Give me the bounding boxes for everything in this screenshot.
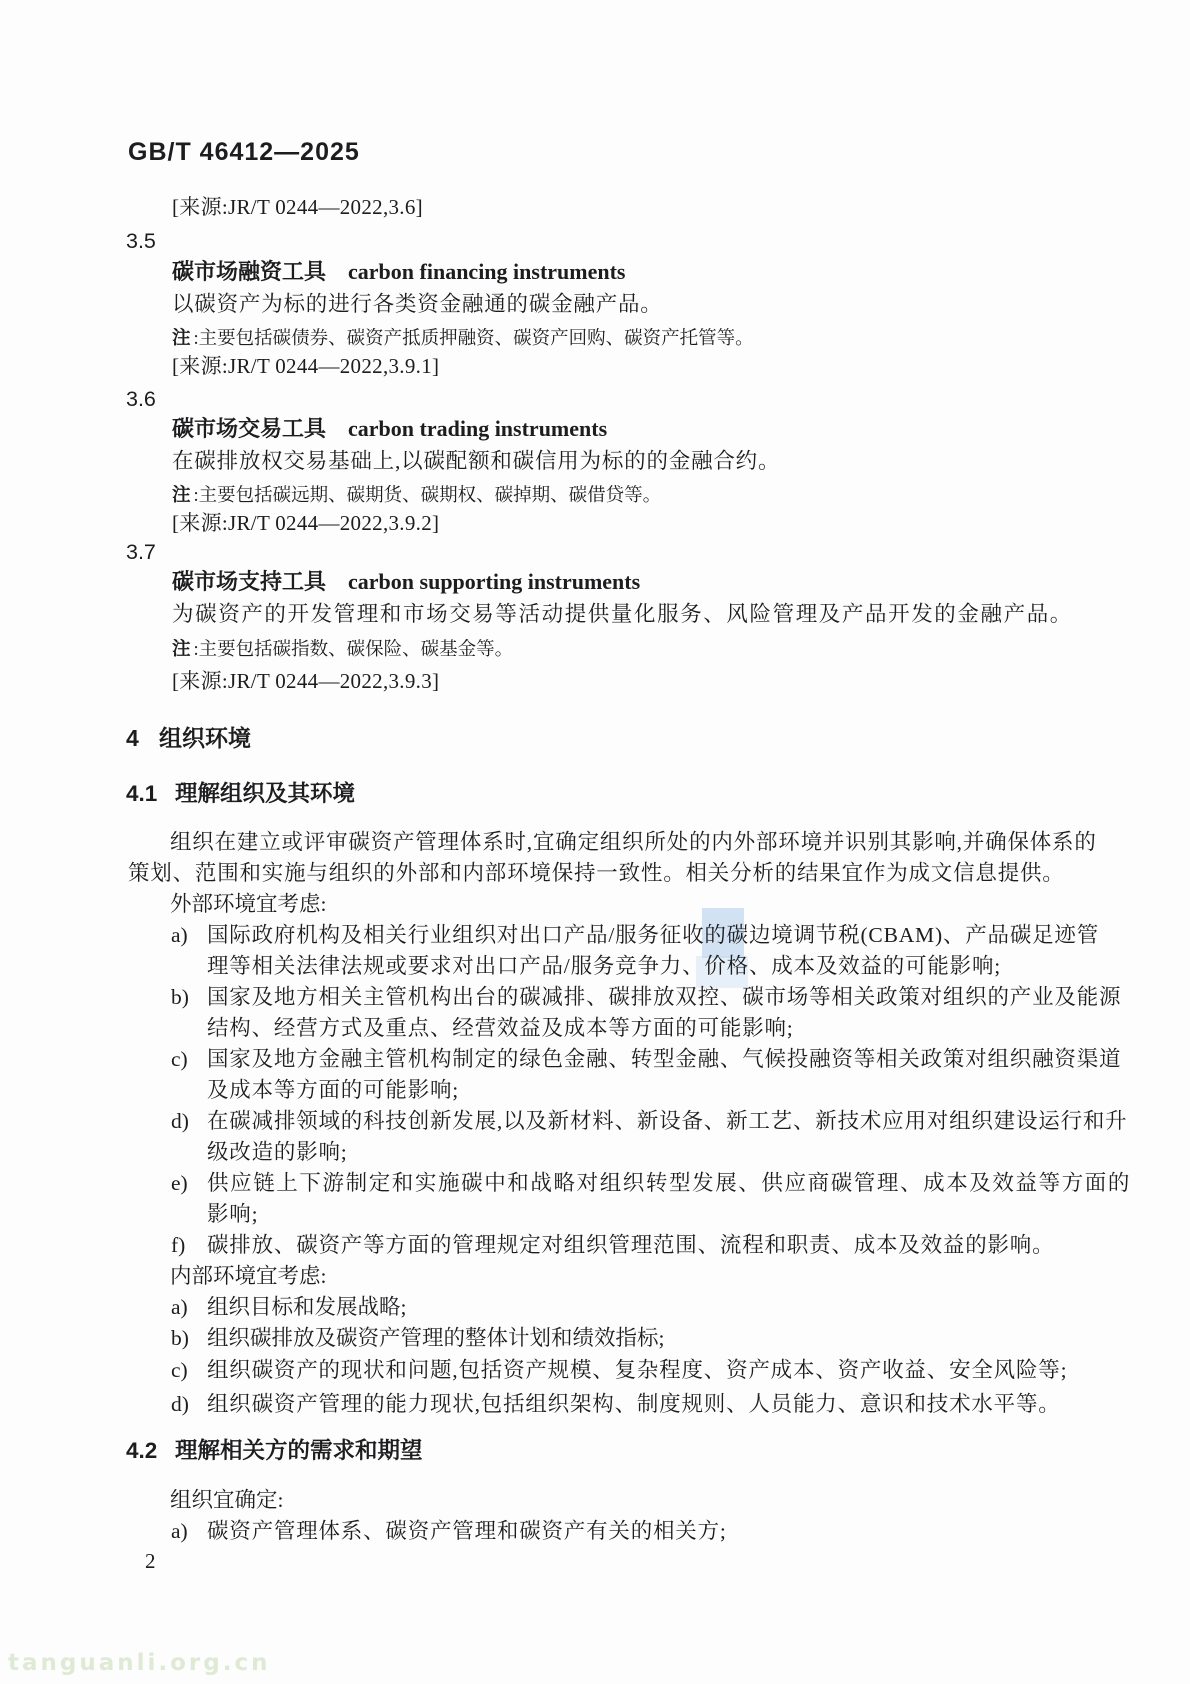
list-item [171,1168,1131,1198]
clause-number: 4.2 [126,1438,158,1463]
note-label: 注 [172,327,191,348]
clause-title: 组织环境 [159,725,251,751]
term-note [172,634,513,664]
term-heading [172,257,626,287]
list-item-label: b) [171,985,189,1009]
term-title-en: carbon supporting instruments [348,569,641,594]
term-note [172,323,754,353]
term-heading [172,414,607,444]
clause-4-heading [126,723,251,753]
clause-41-heading [126,779,355,809]
list-item-text: 国际政府机构及相关行业组织对出口产品/服务征收的碳边境调节税(CBAM)、产品碳足迹管 [207,923,1100,947]
standard-number-header: GB/T 46412—2025 [128,138,360,166]
list-item-continuation: 影响; [207,1202,259,1226]
list-item-text: 组织碳资产的现状和问题,包括资产规模、复杂程度、资产成本、资产收益、安全风险等; [207,1358,1068,1382]
clause-title: 理解相关方的需求和期望 [175,1438,423,1463]
list-item [171,982,1121,1012]
list-item-text: 组织目标和发展战略; [207,1295,407,1319]
term-title-zh: 碳市场交易工具 [172,416,327,441]
source-line: [来源:JR/T 0244—2022,3.6] [172,195,423,219]
list-item-text: 在碳减排领域的科技创新发展,以及新材料、新设备、新工艺、新技术应用对组织建设运行和升 [207,1109,1128,1133]
list-intro: 组织宜确定: [170,1488,284,1512]
list-item-continuation: 理等相关法律法规或要求对出口产品/服务竞争力、价格、成本及效益的可能影响; [207,954,1002,978]
list-item-text: 碳资产管理体系、碳资产管理和碳资产有关的相关方; [207,1519,727,1543]
note-text: :主要包括碳远期、碳期货、碳期权、碳掉期、碳借贷等。 [193,486,662,506]
clause-42-heading [126,1436,423,1466]
list-item [171,1516,727,1546]
clause-number: 4.1 [126,781,158,806]
term-number: 3.5 [126,229,156,253]
list-item-text: 国家及地方相关主管机构出台的碳减排、碳排放双控、碳市场等相关政策对组织的产业及能源 [207,985,1122,1009]
paragraph-line: 策划、范围和实施与组织的外部和内部环境保持一致性。相关分析的结果宜作为成文信息提供。 [128,861,1065,885]
list-item [171,1044,1121,1074]
list-intro: 外部环境宜考虑: [170,892,327,916]
list-item-text: 碳排放、碳资产等方面的管理规定对组织管理范围、流程和职责、成本及效益的影响。 [207,1233,1055,1257]
clause-title: 理解组织及其环境 [175,781,356,806]
list-item [171,1389,1061,1419]
list-item-text: 组织碳排放及碳资产管理的整体计划和绩效指标; [207,1326,665,1350]
term-title-en: carbon trading instruments [348,416,608,441]
source-line: [来源:JR/T 0244—2022,3.9.1] [172,354,440,378]
list-intro: 内部环境宜考虑: [170,1264,327,1288]
list-item [171,1292,406,1322]
list-item-label: c) [171,1047,188,1071]
term-title-zh: 碳市场融资工具 [172,259,327,284]
page-number: 2 [145,1549,156,1573]
list-item-label: d) [171,1109,189,1133]
list-item-label: a) [171,923,188,947]
list-item-label: d) [171,1392,189,1416]
list-item [171,1323,664,1353]
list-item-text: 组织碳资产管理的能力现状,包括组织架构、制度规则、人员能力、意识和技术水平等。 [207,1392,1061,1416]
term-definition: 以碳资产为标的进行各类资金融通的碳金融产品。 [172,292,663,316]
list-item-continuation: 级改造的影响; [207,1140,348,1164]
term-definition: 为碳资产的开发管理和市场交易等活动提供量化服务、风险管理及产品开发的金融产品。 [172,602,1073,626]
list-item-label: f) [171,1233,186,1257]
list-item-label: a) [171,1295,188,1319]
clause-number: 4 [126,725,139,751]
term-number: 3.7 [126,540,156,564]
list-item-text: 国家及地方金融主管机构制定的绿色金融、转型金融、气候投融资等相关政策对组织融资渠道 [207,1047,1122,1071]
site-watermark: tanguanli.org.cn [8,1650,271,1676]
term-title-zh: 碳市场支持工具 [172,569,327,594]
list-item-label: a) [171,1519,188,1543]
term-heading [172,567,640,597]
source-line: [来源:JR/T 0244—2022,3.9.2] [172,511,440,535]
list-item [171,1106,1127,1136]
list-item-label: c) [171,1358,188,1382]
list-item-continuation: 及成本等方面的可能影响; [207,1078,460,1102]
list-item-text: 供应链上下游制定和实施碳中和战略对组织转型发展、供应商碳管理、成本及效益等方面的 [207,1171,1132,1195]
list-item [171,1355,1067,1385]
note-text: :主要包括碳指数、碳保险、碳基金等。 [193,640,514,660]
paragraph-line: 组织在建立或评审碳资产管理体系时,宜确定组织所处的内外部环境并识别其影响,并确保体系的 [170,830,1097,854]
term-definition: 在碳排放权交易基础上,以碳配额和碳信用为标的的金融合约。 [172,449,781,473]
term-note [172,480,661,510]
note-label: 注 [172,484,191,505]
note-text: :主要包括碳债券、碳资产抵质押融资、碳资产回购、碳资产托管等。 [193,329,754,349]
list-item-label: e) [171,1171,188,1195]
list-item [171,920,1099,950]
note-label: 注 [172,638,191,659]
list-item-label: b) [171,1326,189,1350]
list-item-continuation: 结构、经营方式及重点、经营效益及成本等方面的可能影响; [207,1016,794,1040]
list-item [171,1230,1054,1260]
term-title-en: carbon financing instruments [348,259,626,284]
source-line: [来源:JR/T 0244—2022,3.9.3] [172,669,440,693]
term-number: 3.6 [126,387,156,411]
